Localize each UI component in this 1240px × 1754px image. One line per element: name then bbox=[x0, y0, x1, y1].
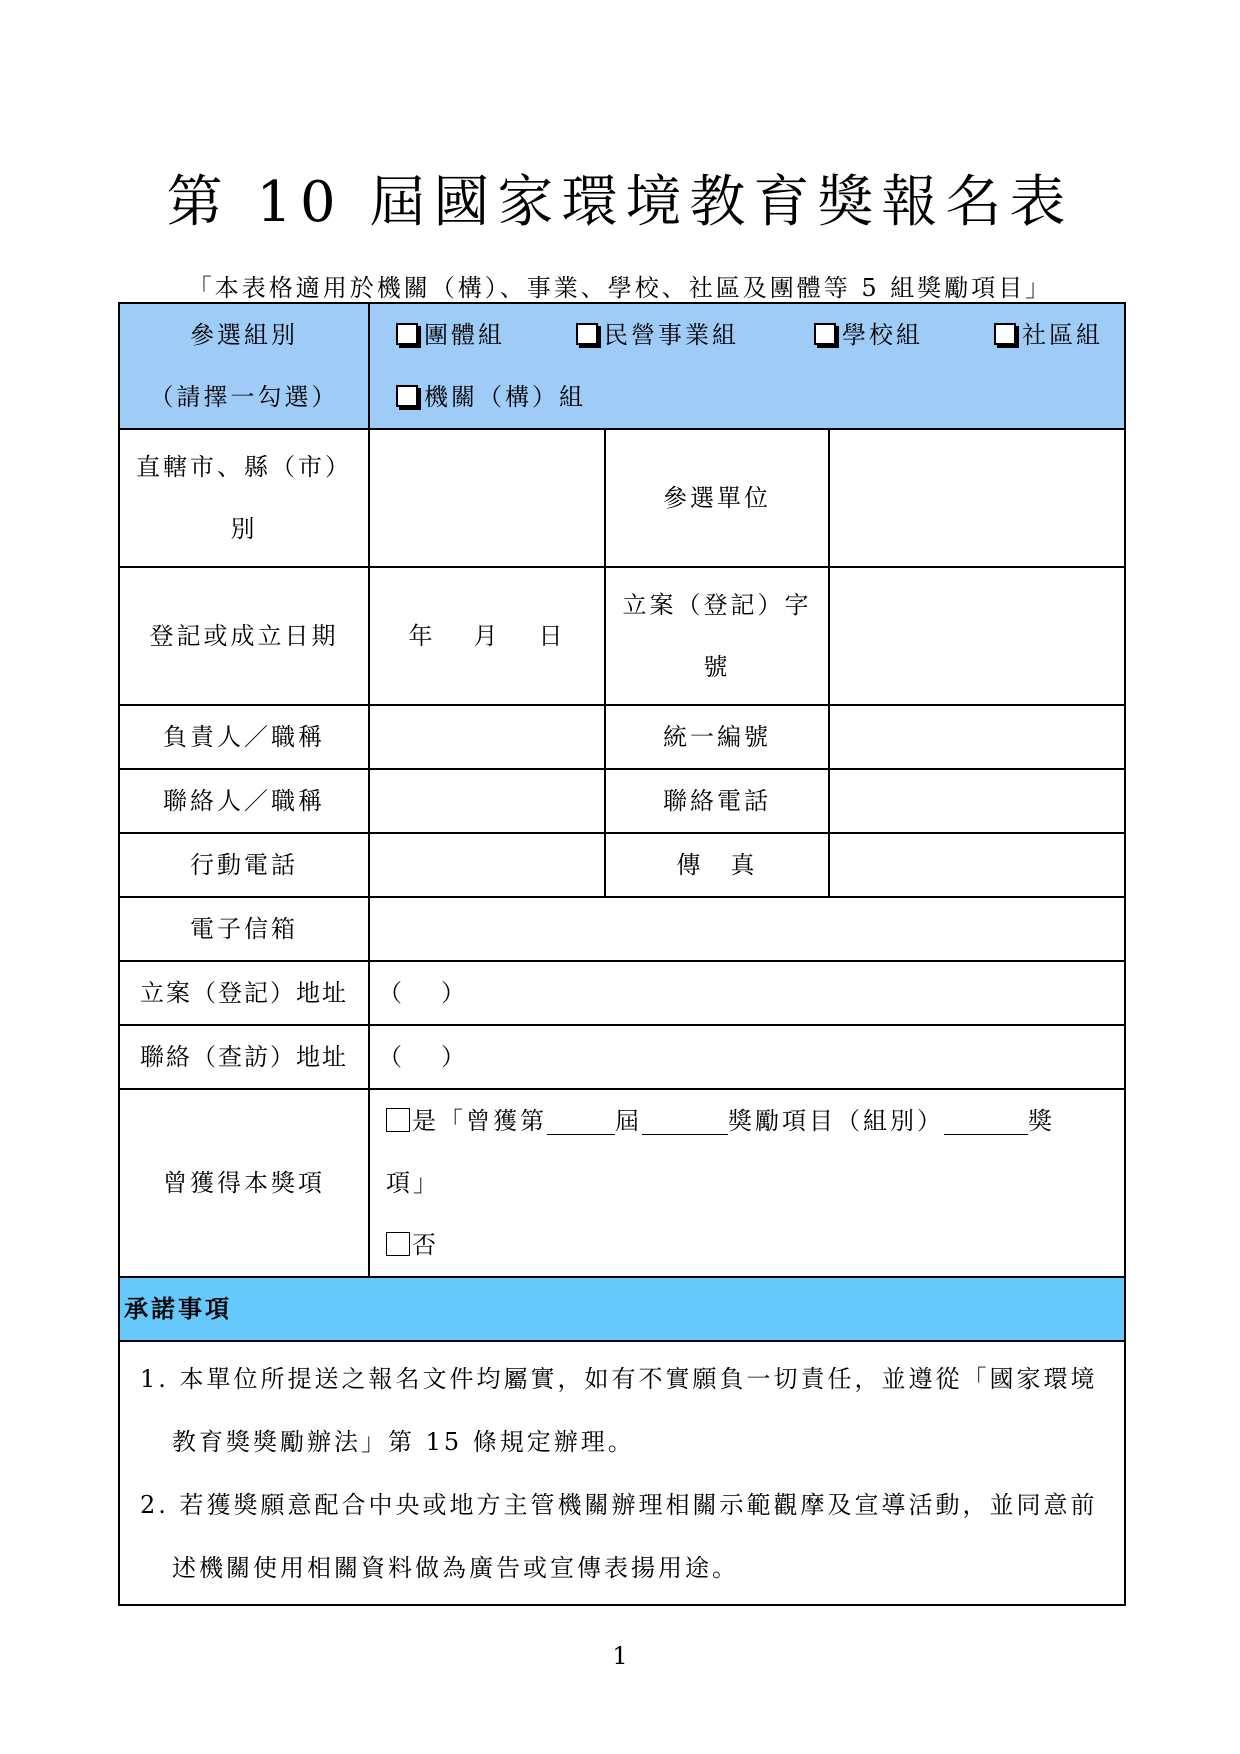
pledge-content bbox=[119, 1341, 1125, 1605]
date-input[interactable]: 年 月 日 bbox=[369, 567, 605, 705]
checkbox-icon[interactable] bbox=[576, 323, 598, 345]
contact-address-label: 聯絡（查訪）地址 bbox=[119, 1025, 369, 1089]
registration-number-label: 立案（登記）字 號 bbox=[605, 567, 829, 705]
fax-label: 傳 真 bbox=[605, 833, 829, 897]
checkbox-icon[interactable] bbox=[994, 323, 1016, 345]
pledge-heading: 承諾事項 bbox=[119, 1277, 1125, 1341]
mobile-input[interactable] bbox=[369, 833, 605, 897]
person-in-charge-input[interactable] bbox=[369, 705, 605, 769]
pledge-item: 1. 本單位所提送之報名文件均屬實，如有不實願負一切責任，並遵從「國家環境教育獎獎勵辦法」第 15 條規定辦理。 bbox=[140, 1365, 1098, 1456]
city-input[interactable] bbox=[369, 429, 605, 567]
contact-person-label: 聯絡人／職稱 bbox=[119, 769, 369, 833]
registration-form-table bbox=[118, 302, 1126, 1606]
page-number: 1 bbox=[612, 1642, 628, 1670]
email-label: 電子信箱 bbox=[119, 897, 369, 961]
group-option-private-enterprise[interactable]: 民營事業組 bbox=[576, 304, 814, 366]
contact-address-input[interactable]: （ ） bbox=[369, 1025, 1125, 1089]
checkbox-icon[interactable] bbox=[814, 323, 836, 345]
unit-label: 參選單位 bbox=[605, 429, 829, 567]
group-select-label: 參選組別 （請擇一勾選） bbox=[119, 303, 369, 429]
phone-label: 聯絡電話 bbox=[605, 769, 829, 833]
form-subtitle: 「本表格適用於機關（構）、事業、學校、社區及團體等 5 組獎勵項目」 bbox=[187, 274, 1053, 302]
phone-input[interactable] bbox=[829, 769, 1125, 833]
registered-address-label: 立案（登記）地址 bbox=[119, 961, 369, 1025]
fax-input[interactable] bbox=[829, 833, 1125, 897]
registration-number-input[interactable] bbox=[829, 567, 1125, 705]
group-select-options bbox=[369, 303, 1125, 429]
group-option-agency[interactable]: 機關（構）組 bbox=[396, 366, 586, 428]
checkbox-icon[interactable] bbox=[396, 385, 418, 407]
person-in-charge-label: 負責人／職稱 bbox=[119, 705, 369, 769]
tax-id-input[interactable] bbox=[829, 705, 1125, 769]
registered-address-input[interactable]: （ ） bbox=[369, 961, 1125, 1025]
checkbox-icon[interactable] bbox=[386, 1108, 410, 1132]
checkbox-icon[interactable] bbox=[396, 323, 418, 345]
pledge-item: 2. 若獲獎願意配合中央或地方主管機關辦理相關示範觀摩及宣導活動，並同意前述機關使用相關資料做為廣告或宣傳表揚用途。 bbox=[140, 1491, 1098, 1582]
previous-award-yes[interactable]: 是「曾獲第 屆 獎勵項目（組別） 獎 bbox=[386, 1090, 1116, 1152]
group-option-organization[interactable]: 團體組 bbox=[396, 304, 576, 366]
previous-award-no[interactable]: 否 bbox=[386, 1214, 1116, 1276]
tax-id-label: 統一編號 bbox=[605, 705, 829, 769]
unit-input[interactable] bbox=[829, 429, 1125, 567]
previous-award-label: 曾獲得本獎項 bbox=[119, 1089, 369, 1277]
email-input[interactable] bbox=[369, 897, 1125, 961]
date-label: 登記或成立日期 bbox=[119, 567, 369, 705]
page-title: 第 10 屆國家環境教育獎報名表 bbox=[166, 170, 1074, 235]
mobile-label: 行動電話 bbox=[119, 833, 369, 897]
group-option-school[interactable]: 學校組 bbox=[814, 304, 994, 366]
contact-person-input[interactable] bbox=[369, 769, 605, 833]
city-label: 直轄市、縣（市） 別 bbox=[119, 429, 369, 567]
previous-award-options: 是「曾獲第 屆 獎勵項目（組別） 獎 項」 否 bbox=[369, 1089, 1125, 1277]
checkbox-icon[interactable] bbox=[386, 1232, 410, 1256]
group-option-community[interactable]: 社區組 bbox=[994, 304, 1103, 366]
